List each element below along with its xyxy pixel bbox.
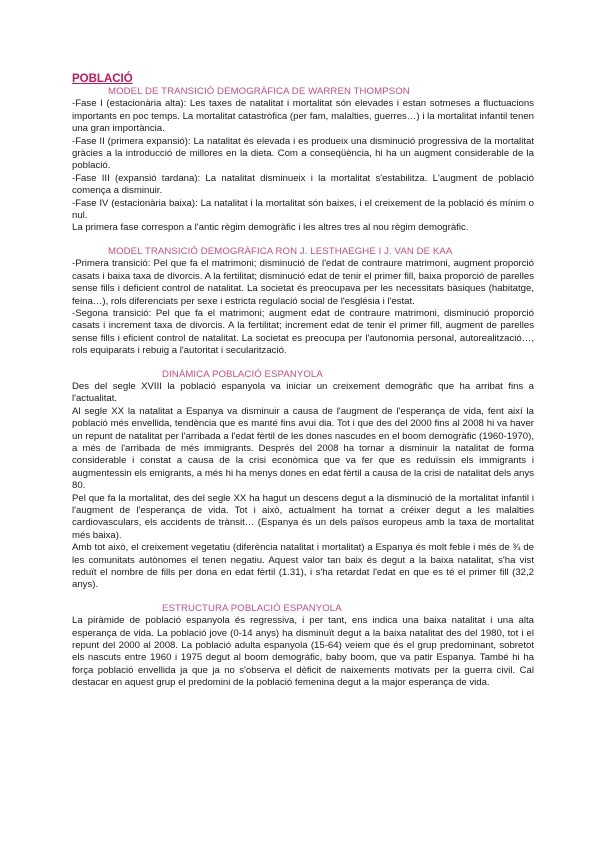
spacer xyxy=(72,235,534,246)
document-page xyxy=(72,72,534,690)
paragraph: Pel que fa la mortalitat, des del segle XX ha hagut un descens degut a la disminució de la mortalitat infantil i l'augment de l'esperança de vida. Tot i això, actualment ha tornat a créixer degut a les malalties cardiovasculars, els accidents de trànsit… (Espanya és un dels països europeus amb la taxa de mortalitat més baixa). xyxy=(72,492,534,541)
paragraph: -Fase IV (estacionària baixa): La natalitat i la mortalitat són baixes, i el creixement de la població és mínim o nul. xyxy=(72,197,534,222)
paragraph: Amb tot això, el creixement vegetatiu (diferència natalitat i mortalitat) a Espanya és molt feble i més de ¾ de les comunitats autònomes el tenen negatiu. Aquest valor tan baix és degut a la baixa natalitat, s'ha vist reduït el nombre de fills per dona en edat fèrtil (1.31), i s'ha retardat l'edat en que es té el primer fill (32,2 anys). xyxy=(72,542,534,591)
document-title: POBLACIÓ xyxy=(72,73,133,85)
spacer xyxy=(72,358,534,369)
paragraph: Des del segle XVIII la població espanyola va iniciar un creixement demogràfic que ha arribat fins a l'actualitat. xyxy=(72,380,534,405)
paragraph: -Segona transició: Pel que fa el matrimoni; augment edat de contraure matrimoni, disminució proporció casats i increment taxa de divorcis. A la fertilitat; increment edat de tenir el primer fill, augment de parelles sense fills i eficient control de natalitat. La societat es preocupa per l'autonomia personal, autorealització…, rols equiparats i rebuig a l'autoritat i secularització. xyxy=(72,307,534,357)
paragraph: La primera fase correspon a l'antic règim demogràfic i les altres tres al nou règim demogràfic. xyxy=(72,222,469,234)
section-heading-dinamica: DINÀMICA POBLACIÓ ESPANYOLA xyxy=(162,368,323,380)
paragraph: -Fase III (expansió tardana): La natalitat disminueix i la mortalitat s'estabilitza. L'augment de població comença a disminuir. xyxy=(72,172,534,197)
spacer xyxy=(72,592,534,603)
paragraph: La piràmide de població espanyola és regressiva, i per tant, ens indica una baixa natalitat i una alta esperança de vida. La població jove (0-14 anys) ha disminuït degut a la baixa natalitat des del 1980, tot i el repunt del 2000 al 2008. La població adulta espanyola (15-64) veiem que és el grup predominant, sobretot els nascuts entre 1960 i 1975 degut al boom demogràfic, baby boom, que va patir Espanya. També hi ha força població envellida ja que ja no s'observa el dèficit de naixements motivats per la guerra civil. Cal destacar en aquest grup el predomini de la població femenina degut a la major esperança de vida. xyxy=(72,615,534,689)
paragraph: -Primera transició: Pel que fa el matrimoni; disminució de l'edat de contraure matrimoni, augment proporció casats i baixa taxa de divorcis. A la fertilitat; disminució edat de tenir el primer fill, baixa proporció de parelles sense fills i deficient control de natalitat. La societat és preocupava per les necessitats bàsiques (habitatge, feina…), rols diferenciats per sexe i estricta regulació social de l'església i l'estat. xyxy=(72,258,534,307)
section-heading-thompson: MODEL DE TRANSICIÓ DEMOGRÀFICA DE WARREN THOMPSON xyxy=(108,86,410,97)
paragraph: Al segle XX la natalitat a Espanya va disminuir a causa de l'augment de l'esperança de vida, fent així la població més envellida, tendència que es manté fins avui dia. Tot i que des del 2000 fins al 2008 hi va haver un repunt de natalitat per l'arribada a l'edat fèrtil de les dones nascudes en el boom demogràfic (1960-1970), a més de l'arribada de més immigrants. Després del 2008 ha tornar a disminuir la natalitat de forma considerable i constat a causa de la crisi econòmica que va fer que es reduïssin els immigrants i augmentessin els emigrants, a més hi ha menys dones en edat fèrtil a causa de la crisi de natalitat dels anys 80. xyxy=(72,405,534,492)
section-heading-estructura: ESTRUCTURA POBLACIÓ ESPANYOLA xyxy=(162,602,342,614)
section-heading-lesthaeghe: MODEL TRANSICIÓ DEMOGRÀFICA RON J. LESTHAEGHE I J. VAN DE KAA xyxy=(108,245,453,257)
paragraph: -Fase II (primera expansió): La natalitat és elevada i es produeix una disminució progressiva de la mortalitat gràcies a la introducció de millores en la dieta. Com a conseqüència, hi ha un augment considerable de la població. xyxy=(72,135,534,172)
paragraph: -Fase I (estacionària alta): Les taxes de natalitat i mortalitat són elevades i estan sotmeses a fluctuacions importants en poc temps. La mortalitat catastròfica (per fam, malalties, guerres…) i la mortalitat infantil tenen una gran importància. xyxy=(72,98,534,135)
